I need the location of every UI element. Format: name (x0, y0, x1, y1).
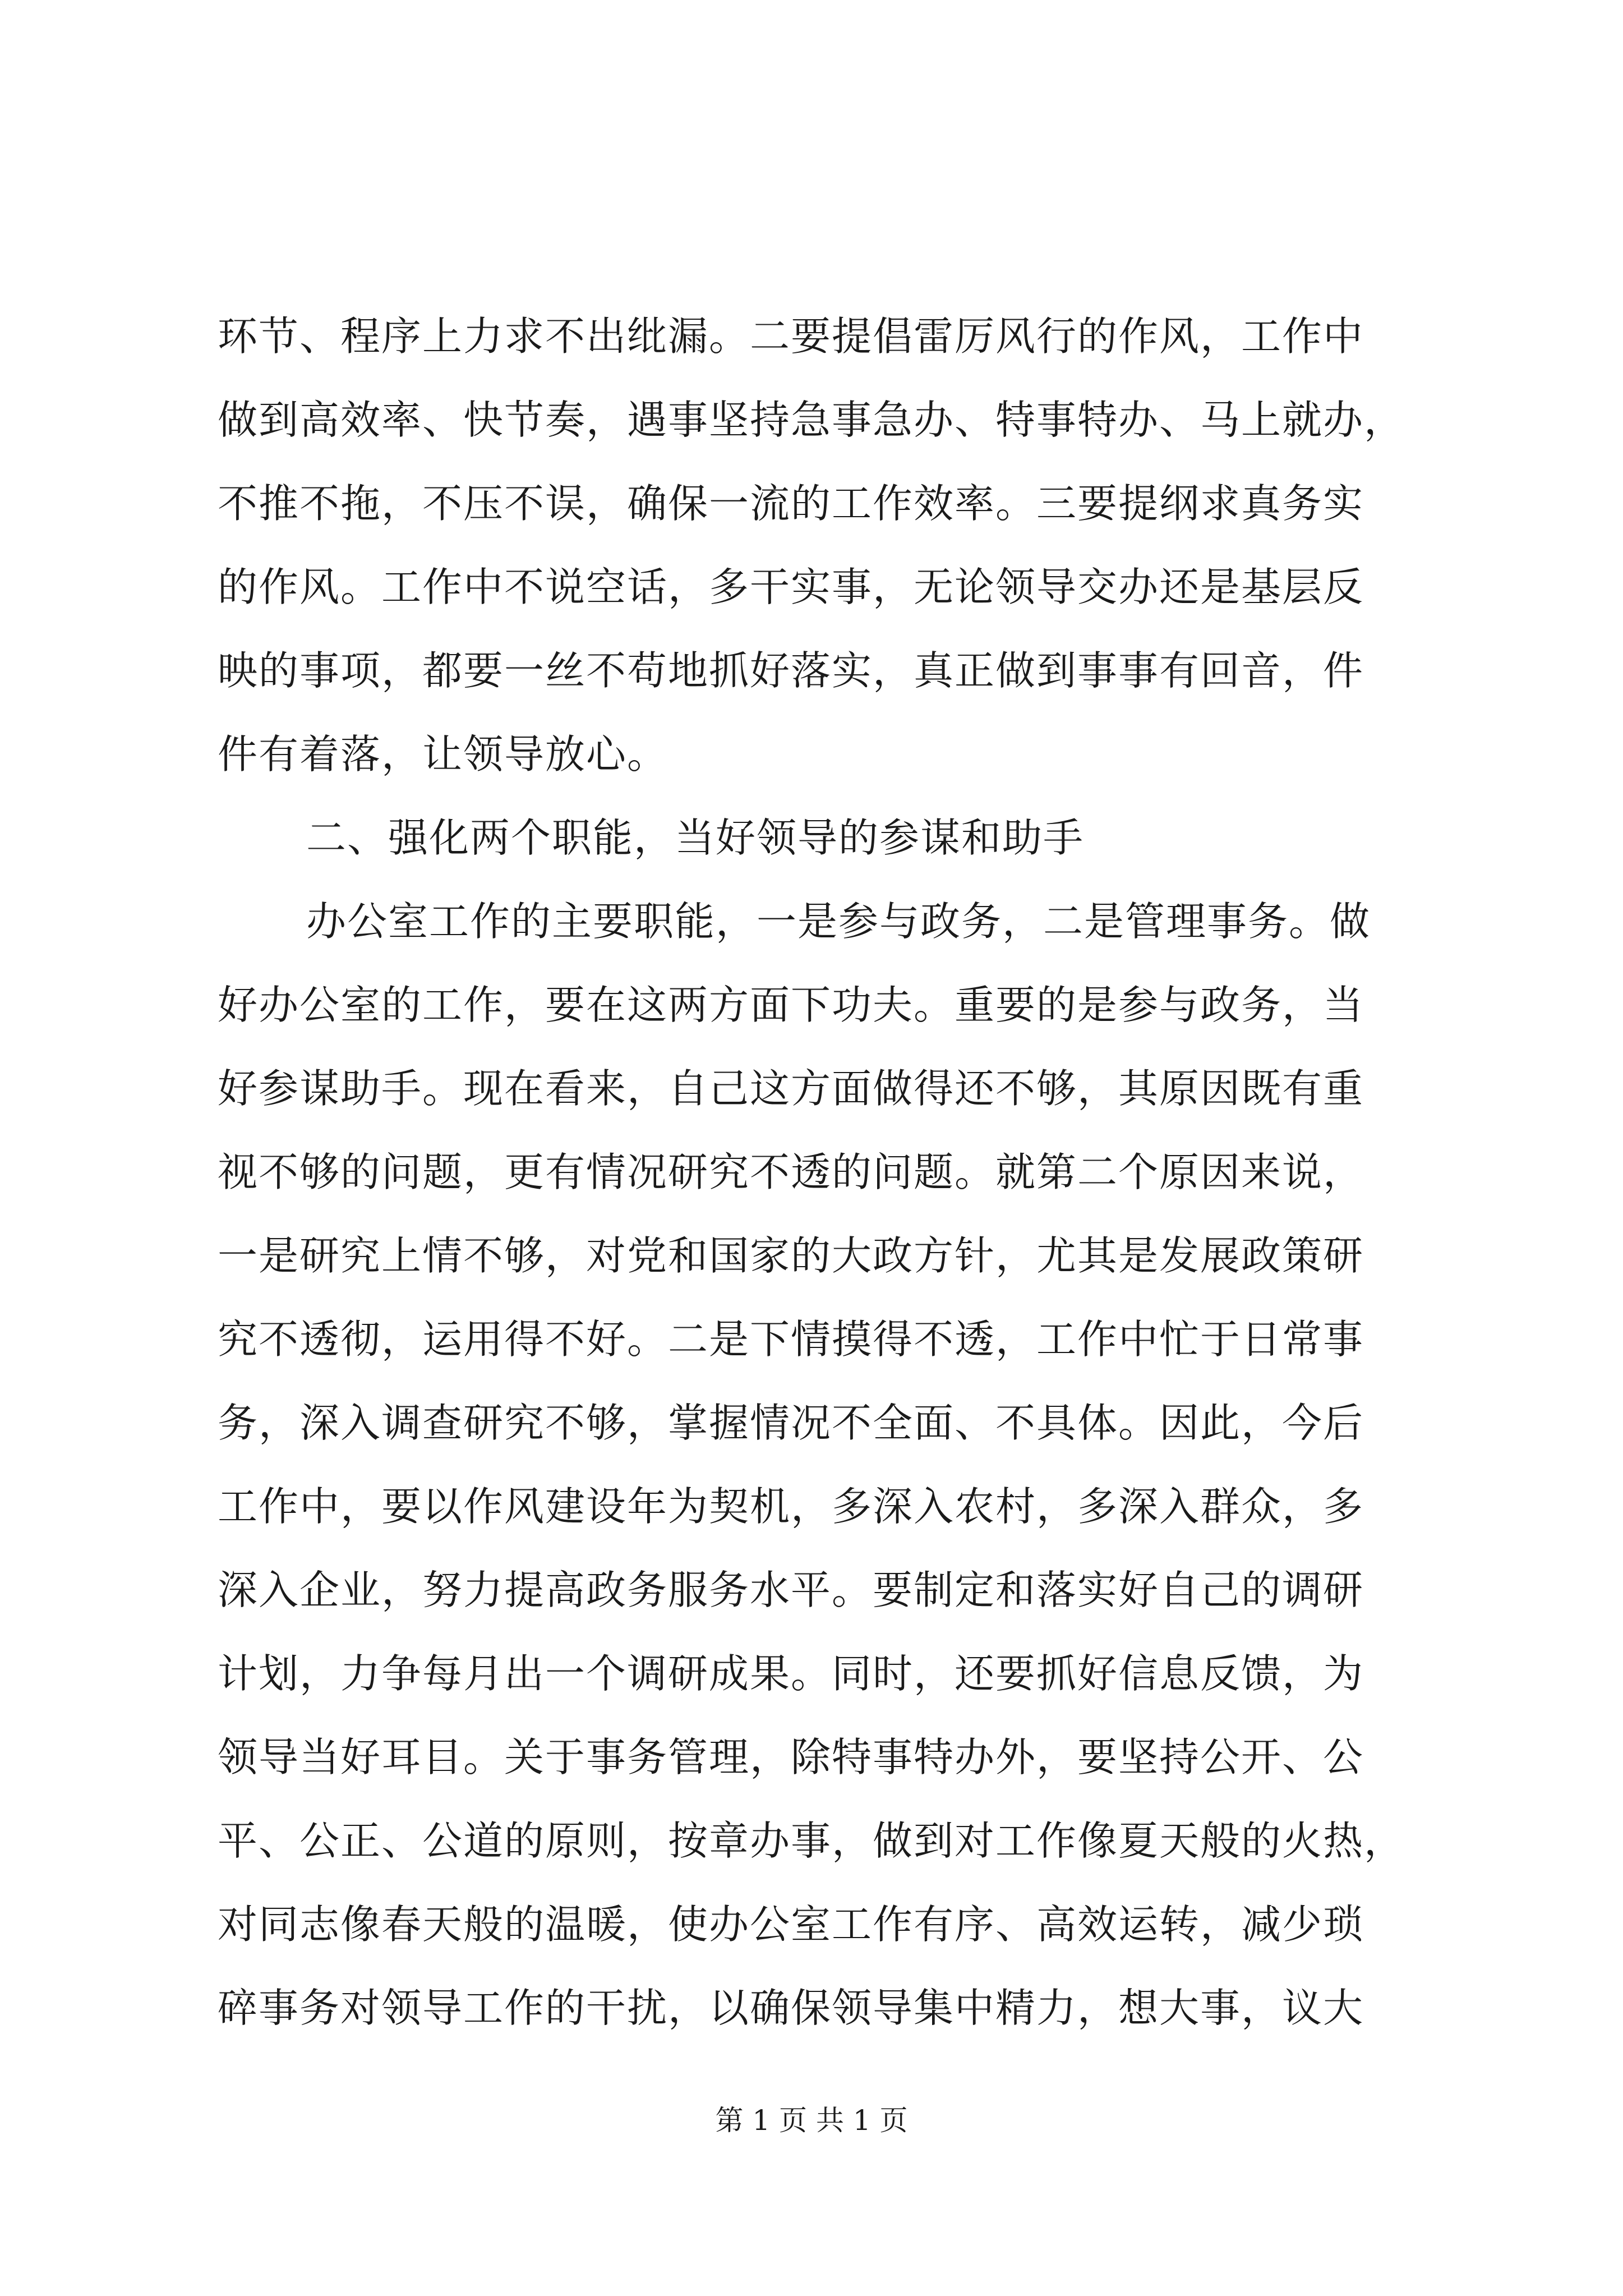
text-line: 不推不拖，不压不误，确保一流的工作效率。三要提纲求真务实 (218, 480, 1364, 527)
text-line: 究不透彻，运用得不好。二是下情摸得不透，工作中忙于日常事 (218, 1316, 1364, 1363)
text-line: 好参谋助手。现在看来，自己这方面做得还不够，其原因既有重 (218, 1065, 1364, 1112)
text-line: 碎事务对领导工作的干扰，以确保领导集中精力，想大事，议大 (218, 1985, 1364, 2031)
text-line: 的作风。工作中不说空话，多干实事，无论领导交办还是基层反 (218, 564, 1364, 610)
text-line: 件有着落，让领导放心。 (218, 731, 668, 777)
text-line: 计划，力争每月出一个调研成果。同时，还要抓好信息反馈，为 (218, 1650, 1364, 1697)
text-line: 映的事项，都要一丝不苟地抓好落实，真正做到事事有回音，件 (218, 647, 1364, 694)
page-number-label: 第 1 页 共 1 页 (715, 2104, 908, 2137)
text-line: 一是研究上情不够，对党和国家的大政方针，尤其是发展政策研 (218, 1232, 1364, 1279)
text-line: 好办公室的工作，要在这两方面下功夫。重要的是参与政务，当 (218, 982, 1364, 1028)
text-line: 平、公正、公道的原则，按章办事，做到对工作像夏天般的火热， (218, 1818, 1405, 1864)
text-line: 视不够的问题，更有情况研究不透的问题。就第二个原因来说， (218, 1149, 1364, 1195)
section-heading: 二、强化两个职能，当好领导的参谋和助手 (306, 815, 1085, 861)
text-line: 做到高效率、快节奏，遇事坚持急事急办、特事特办、马上就办， (218, 397, 1405, 443)
text-line: 领导当好耳目。关于事务管理，除特事特办外，要坚持公开、公 (218, 1734, 1364, 1780)
text-line: 务，深入调查研究不够，掌握情况不全面、不具体。因此，今后 (218, 1400, 1364, 1446)
text-line: 办公室工作的主要职能，一是参与政务，二是管理事务。做 (306, 898, 1371, 945)
document-body (218, 295, 1418, 2050)
text-line: 环节、程序上力求不出纰漏。二要提倡雷厉风行的作风，工作中 (218, 313, 1364, 360)
text-line: 工作中，要以作风建设年为契机，多深入农村，多深入群众，多 (218, 1483, 1364, 1530)
text-line: 对同志像春天般的温暖，使办公室工作有序、高效运转，减少琐 (218, 1901, 1364, 1948)
text-line: 深入企业，努力提高政务服务水平。要制定和落实好自己的调研 (218, 1567, 1364, 1613)
page-footer (0, 2101, 1623, 2140)
